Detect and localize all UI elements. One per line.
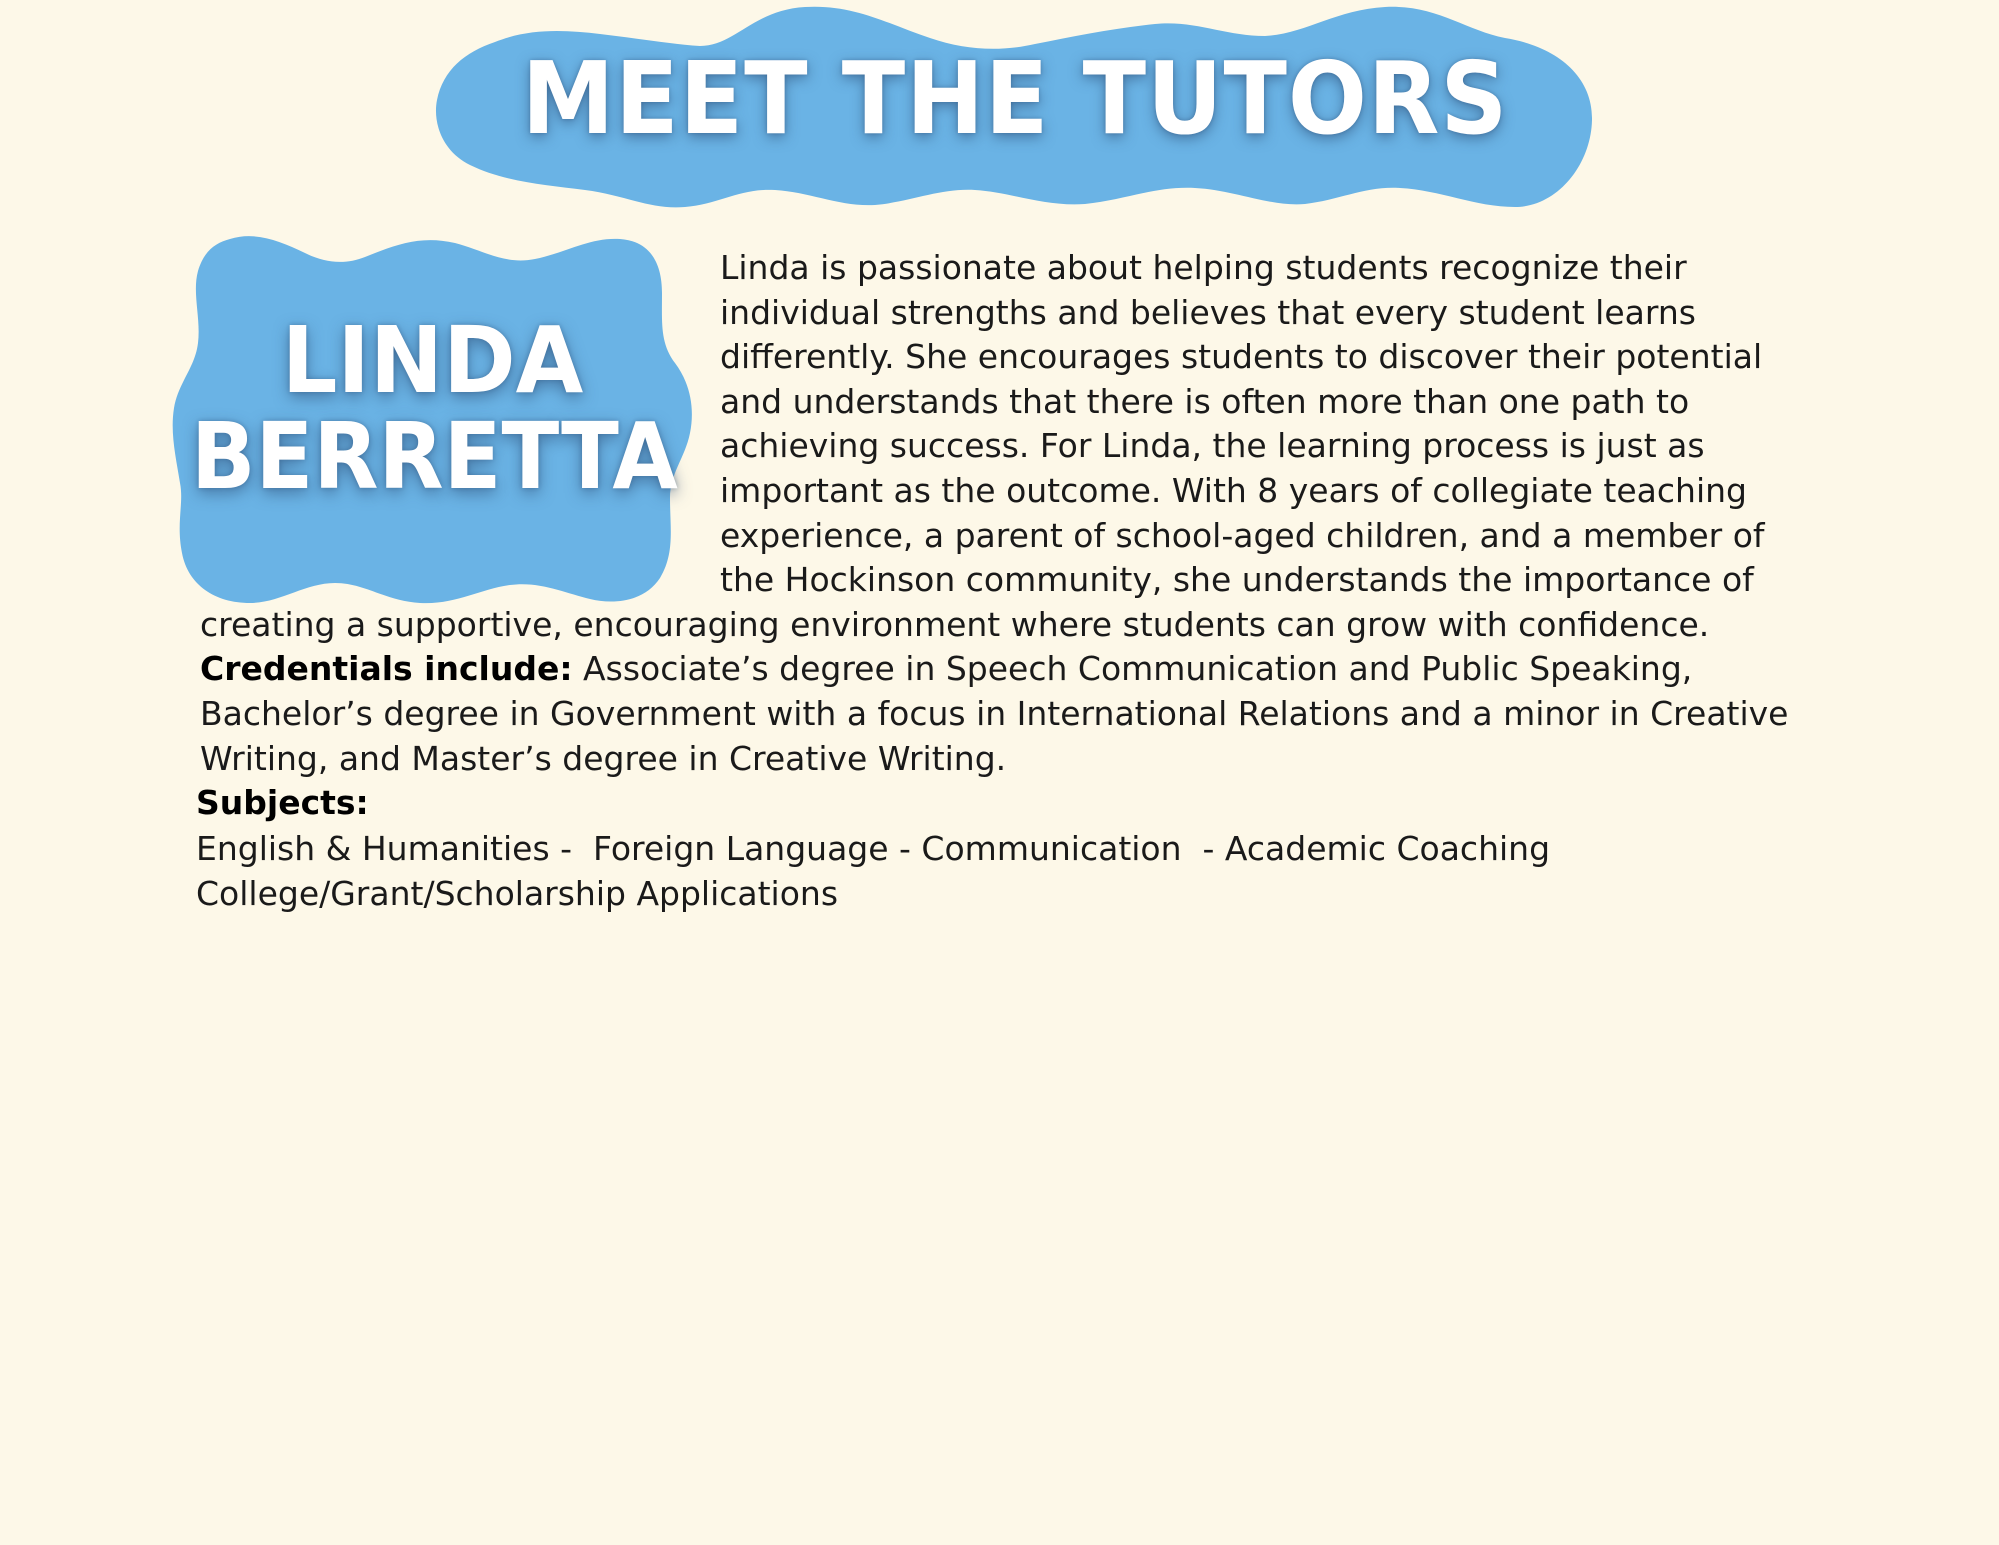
subjects-line-1: English & Humanities - Foreign Language - Communication - Academic Coaching <box>196 829 1551 868</box>
bio-wrap-spacer <box>200 246 720 602</box>
tutor-first-name: LINDA <box>281 307 584 414</box>
credentials-label: Credentials include: <box>200 649 573 689</box>
tutor-bio <box>200 246 1800 781</box>
header-banner <box>435 0 1595 215</box>
subjects-heading: Subjects: <box>196 783 369 822</box>
tutor-last-name: BERRETTA <box>191 403 678 510</box>
subjects-line-2: College/Grant/Scholarship Applications <box>196 873 839 913</box>
page-title: MEET THE TUTORS <box>521 40 1509 157</box>
credentials-text: Associate’s degree in Speech Communication and Public Speaking, Bachelor’s degree in Government with a focus in International Relations and a minor in Creative Writing, and Master’s degree in Creative Writing. <box>200 649 1789 778</box>
subjects-list <box>196 827 1796 916</box>
tutor-bio-text: Linda is passionate about helping students recognize their individual strengths and believes that every student learns differently. She encourages students to discover their potential and understands that there is often more than one path to achieving success. For Linda, the learning process is just as important as the outcome. With 8 years of collegiate teaching experience, a parent of school-aged children, and a member of the Hockinson community, she understands the importance of creating a supportive, encouraging environment where students can grow with confidence. <box>200 248 1765 644</box>
